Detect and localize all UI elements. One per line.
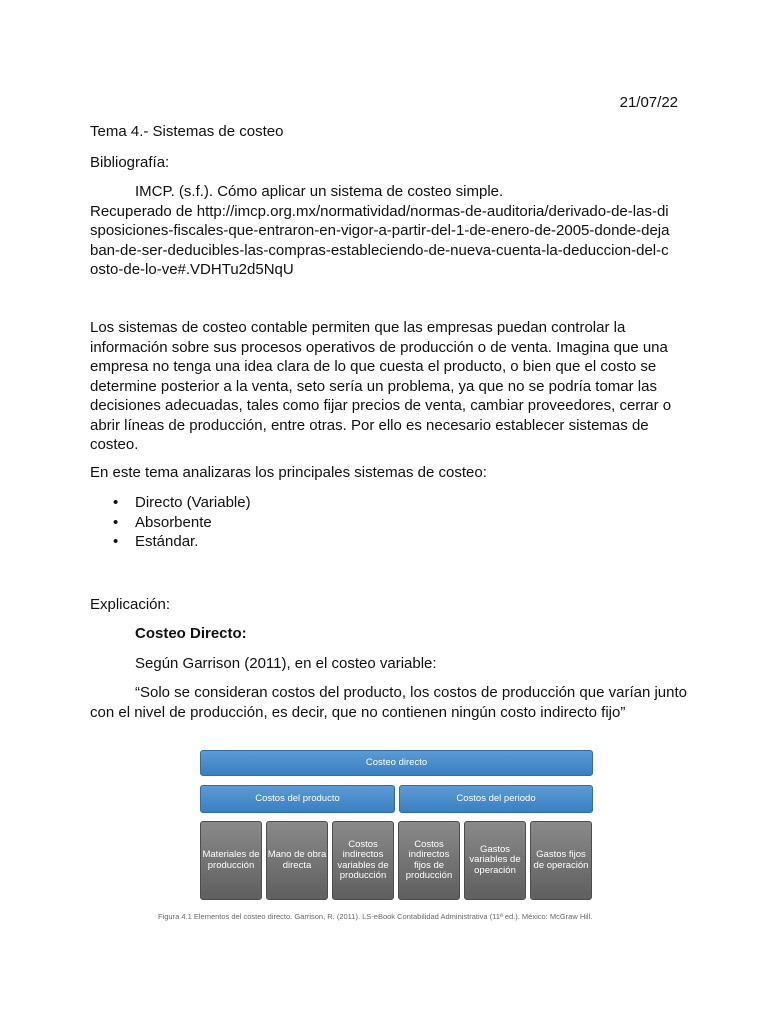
topic-intro-line: En este tema analizaras los principales sistemas de costeo: <box>90 464 487 481</box>
diagram-cell: Gastos variables de operación <box>464 821 526 900</box>
topic-title: Tema 4.- Sistemas de costeo <box>90 123 284 140</box>
section-heading: Costeo Directo: <box>135 625 247 642</box>
direct-costing-diagram <box>200 750 593 900</box>
citation-first-line: IMCP. (s.f.). Cómo aplicar un sistema de costeo simple. <box>135 183 504 200</box>
diagram-cell: Gastos fijos de operación <box>530 821 592 900</box>
list-item: • Directo (Variable) <box>135 493 251 513</box>
document-date: 21/07/22 <box>619 94 678 111</box>
garrison-intro-line: Según Garrison (2011), en el costeo variable: <box>135 655 437 672</box>
costing-systems-list <box>90 493 251 552</box>
explanation-label: Explicación: <box>90 596 171 613</box>
figure-caption: Figura 4.1 Elementos del costeo directo. Garrison, R. (2011). LS-eBook Contabilidad Administrativa (11ª ed.). México: McGraw Hill. <box>158 912 593 921</box>
diagram-product-costs-box: Costos del producto <box>200 785 395 813</box>
diagram-cell: Materiales de producción <box>200 821 262 900</box>
garrison-quote: “Solo se consideran costos del producto, los costos de producción que varían junto con el nivel de producción, es decir, que no contienen ningún costo indirecto fijo” <box>90 684 687 721</box>
diagram-cell: Costos indirectos fijos de producción <box>398 821 460 900</box>
citation-url: Recuperado de http://imcp.org.mx/normatividad/normas-de-auditoria/derivado-de-las-disposiciones-fiscales-que-entraron-en-vigor-a-partir-del-1-de-enero-de-2005-donde-dejaban-de-ser-deducibles-las-compras-estableciendo-de-nueva-cuenta-la-deduccion-del-costo-de-lo-ve#.VDHTu2d5NqU <box>90 202 670 278</box>
list-item: • Absorbente <box>135 513 251 533</box>
diagram-root-box: Costeo directo <box>200 750 593 776</box>
diagram-cell: Costos indirectos variables de producción <box>332 821 394 900</box>
list-item: • Estándar. <box>135 532 251 552</box>
citation <box>90 182 675 280</box>
intro-paragraph: Los sistemas de costeo contable permiten que las empresas puedan controlar la información sobre sus procesos operativos de producción o de venta. Imagina que una empresa no tenga una idea clara de lo que cuesta el producto, o bien que el costo se determine posterior a la venta, seto sería un problema, ya que no se podría tomar las decisiones adecuadas, tales como fijar precios de venta, cambiar proveedores, cerrar o abrir líneas de producción, entre otras. Por ello es necesario establecer sistemas de costeo. <box>90 319 672 453</box>
bibliography-label: Bibliografía: <box>90 154 170 171</box>
diagram-cell: Mano de obra directa <box>266 821 328 900</box>
diagram-period-costs-box: Costos del periodo <box>399 785 593 813</box>
